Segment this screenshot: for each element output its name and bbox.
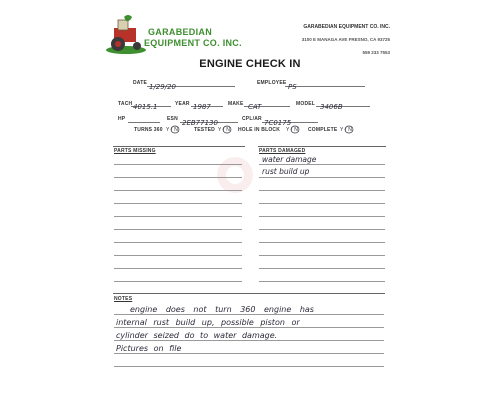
header-company-name: GARABEDIAN EQUIPMENT CO. INC.: [303, 24, 390, 30]
complete-n-circle: [345, 126, 353, 133]
logo-text-line1: GARABEDIAN: [148, 27, 213, 37]
tested-options[interactable]: Y / N: [218, 127, 231, 133]
notes-top-divider: [113, 293, 385, 294]
parts-missing-line: [114, 255, 242, 256]
turns-options[interactable]: Y / N: [166, 127, 179, 133]
date-value: 1/29/20: [149, 83, 176, 91]
tested-label: TESTED: [194, 127, 215, 133]
notes-line: [114, 340, 384, 341]
notes-text-line: engine does not turn 360 engine has: [130, 305, 314, 314]
turns-label: TURNS 360: [134, 127, 163, 133]
parts-damaged-line: [259, 203, 385, 204]
parts-damaged-line: [259, 216, 385, 217]
logo-text-line2: EQUIPMENT CO. INC.: [144, 38, 242, 48]
hole-label: HOLE IN BLOCK: [238, 127, 281, 133]
parts-damaged-label: PARTS DAMAGED: [259, 148, 306, 154]
parts-missing-line: [114, 164, 242, 165]
year-value: 1987: [193, 103, 211, 111]
header-phone: 559 233 7553: [362, 50, 390, 55]
model-label: MODEL: [296, 101, 316, 107]
notes-line: [114, 366, 384, 367]
parts-missing-line: [114, 216, 242, 217]
parts-damaged-item: rust build up: [262, 167, 310, 176]
parts-damaged-line: [259, 281, 385, 282]
make-label: MAKE: [228, 101, 244, 107]
notes-line: [114, 327, 384, 328]
notes-line: [114, 314, 384, 315]
notes-text-line: Pictures on file: [116, 344, 182, 353]
parts-damaged-line: [259, 255, 385, 256]
parts-missing-line: [114, 203, 242, 204]
make-value: CAT: [248, 103, 262, 111]
hp-label: HP: [118, 116, 126, 122]
date-label: DATE: [133, 80, 148, 86]
year-label: YEAR: [175, 101, 190, 107]
parts-damaged-line: [259, 242, 385, 243]
parts-missing-label: PARTS MISSING: [114, 148, 156, 154]
parts-missing-line: [114, 242, 242, 243]
cpl-label: CPL/AR: [242, 116, 262, 122]
parts-damaged-line: [259, 190, 385, 191]
parts-missing-line: [114, 177, 242, 178]
parts-damaged-line: [259, 164, 385, 165]
notes-text-line: cylinder seized do to water damage.: [116, 331, 278, 340]
parts-missing-line: [114, 229, 242, 230]
model-value: 3406B: [320, 103, 343, 111]
tested-n-circle: [223, 126, 231, 133]
complete-label: COMPLETE: [308, 127, 338, 133]
parts-top-divider: [113, 146, 245, 147]
notes-line: [114, 353, 384, 354]
parts-damaged-item: water damage: [262, 155, 317, 164]
hole-n-circle: [291, 126, 299, 133]
employee-value: PS: [288, 83, 297, 91]
page-title: ENGINE CHECK IN: [199, 58, 301, 70]
hole-options[interactable]: Y / N: [286, 127, 299, 133]
esn-value: 2EB77130: [182, 119, 218, 127]
parts-top-divider-right: [258, 146, 386, 147]
employee-label: EMPLOYEE: [257, 80, 287, 86]
parts-missing-line: [114, 268, 242, 269]
header-address: 3100 E MANAGA AVE FRESNO, CA 93725: [301, 37, 390, 42]
notes-text-line: internal rust build up, possible piston or: [116, 318, 300, 327]
complete-options[interactable]: Y / N: [340, 127, 353, 133]
parts-missing-line: [114, 281, 242, 282]
notes-label: NOTES: [114, 296, 133, 302]
parts-damaged-line: [259, 177, 385, 178]
tach-label: TACH: [118, 101, 133, 107]
cpl-value: 7C0175: [264, 119, 292, 127]
parts-damaged-line: [259, 268, 385, 269]
parts-missing-line: [114, 190, 242, 191]
turns-n-circle: [171, 126, 179, 133]
esn-label: ESN: [167, 116, 178, 122]
parts-damaged-line: [259, 229, 385, 230]
tach-value: 4015.1: [133, 103, 158, 111]
